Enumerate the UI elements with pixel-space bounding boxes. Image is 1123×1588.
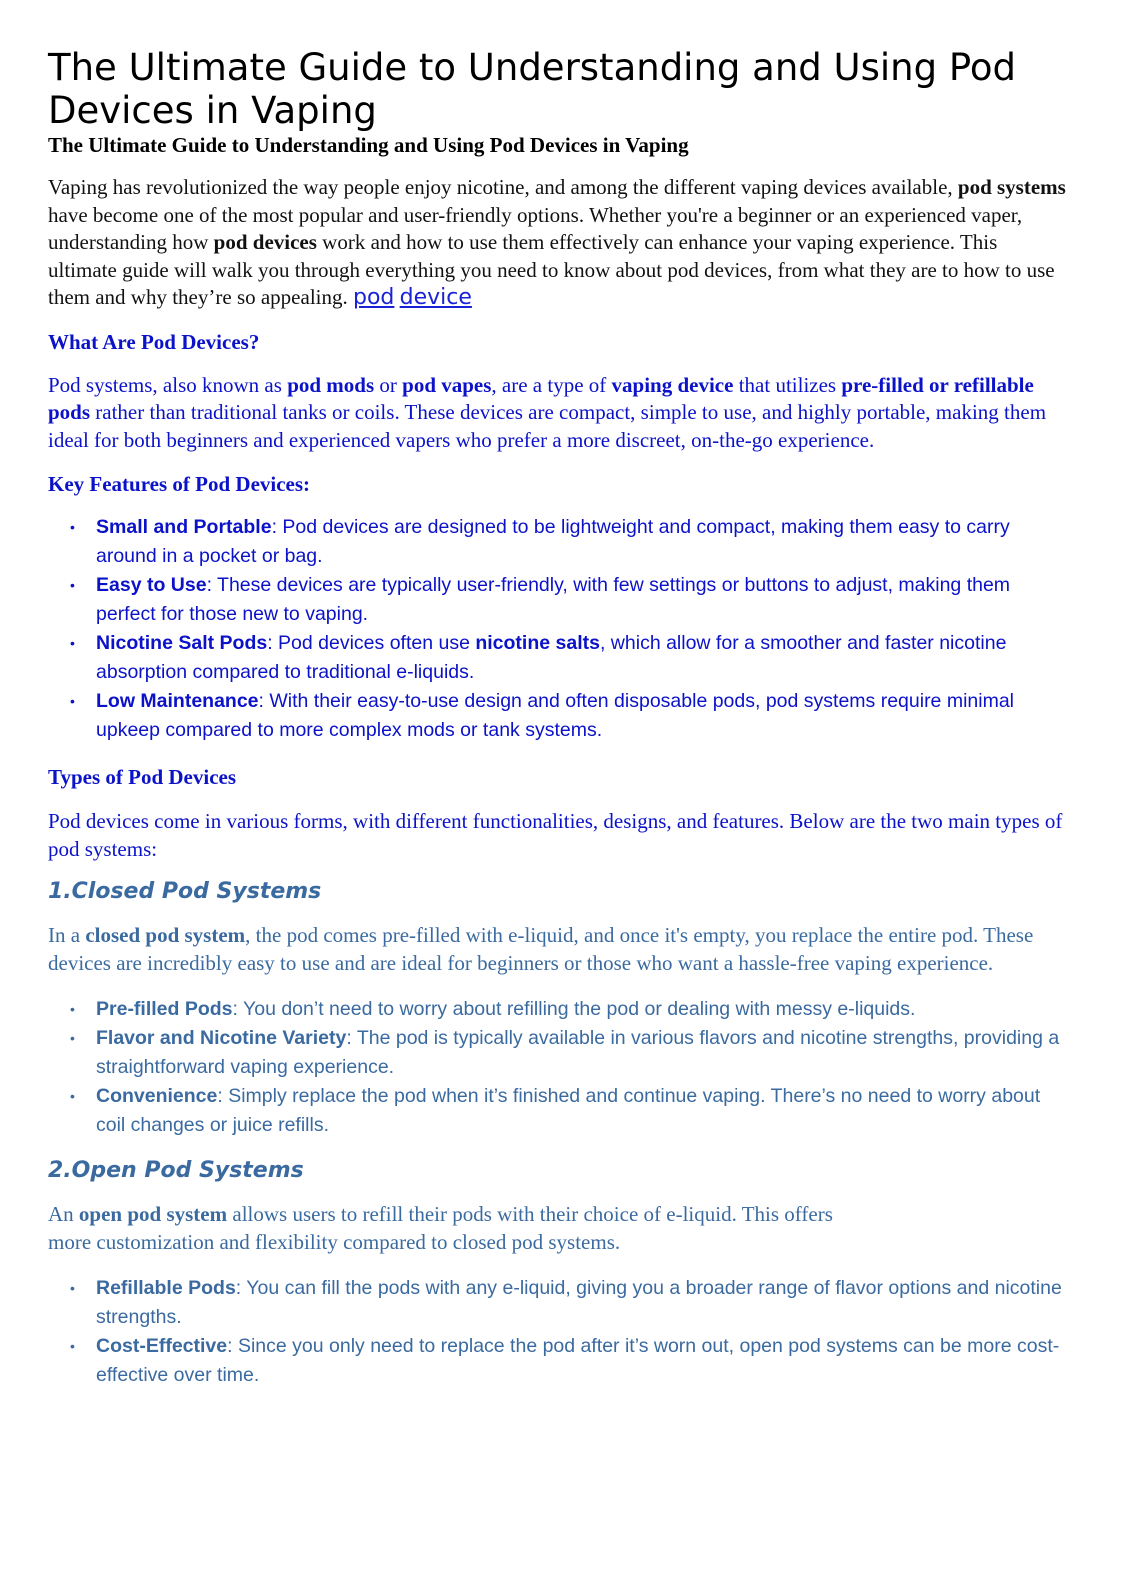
feature-bold-nicotine-salts: nicotine salts — [475, 632, 600, 654]
list-item — [48, 513, 1068, 571]
open-bold: open pod system — [78, 1202, 228, 1226]
feature-text: : These devices are typically user-friendly, with few settings or buttons to adjust, making them perfect for those new to vaping. — [96, 574, 1011, 625]
feature-label: Small and Portable — [96, 516, 272, 538]
open-list — [48, 1274, 1068, 1390]
bullet-icon: • — [70, 693, 75, 709]
list-item — [48, 629, 1068, 687]
bullet-icon: • — [70, 1001, 75, 1017]
list-item — [48, 1082, 1068, 1140]
link-device[interactable]: device — [399, 285, 472, 310]
what-text-3: , are a type of — [491, 372, 612, 397]
heading-closed-pod-systems: 1.Closed Pod Systems — [48, 879, 322, 904]
list-item — [48, 995, 1068, 1024]
intro-text-3: work and how to use them effectively can enhance your vaping experience. This ultimate guide will walk you through everything you need to know about pod devices, from what they are to how to use them and why they’re so appealing. — [48, 230, 1055, 309]
document-page — [48, 46, 1068, 1390]
what-bold-pod-vapes: pod vapes — [402, 372, 492, 397]
closed-item-text: : Simply replace the pod when it’s finished and continue vaping. There’s no need to worry about coil changes or juice refills. — [96, 1085, 1041, 1136]
list-item — [48, 1332, 1068, 1390]
heading-open-pod-systems: 2.Open Pod Systems — [48, 1158, 304, 1183]
heading-key-features: Key Features of Pod Devices: — [48, 472, 311, 496]
open-text-3: more customization and flexibility compared to closed pod systems. — [48, 1229, 621, 1254]
intro-bold-pod-devices: pod devices — [213, 230, 317, 254]
open-paragraph — [48, 1201, 1068, 1256]
open-item-label: Cost-Effective — [96, 1335, 228, 1357]
closed-text-1: In a — [48, 923, 86, 947]
types-paragraph: Pod devices come in various forms, with different functionalities, designs, and features. Below are the two main types of pod systems: — [48, 809, 1063, 861]
bullet-icon: • — [70, 1280, 75, 1296]
link-pod[interactable]: pod — [353, 285, 395, 310]
intro-paragraph — [48, 174, 1068, 312]
closed-bold: closed pod system — [85, 923, 246, 947]
what-text-1: Pod systems, also known as — [48, 372, 288, 397]
feature-text-2: , which allow for a smoother and faster nicotine absorption compared to traditional e-liquids. — [96, 632, 1007, 683]
feature-text: : Pod devices are designed to be lightweight and compact, making them easy to carry around in a pocket or bag. — [96, 516, 1010, 567]
bullet-icon: • — [70, 1088, 75, 1104]
closed-item-label: Pre-filled Pods — [96, 998, 233, 1020]
bullet-icon: • — [70, 1030, 75, 1046]
closed-text-2: , the pod comes pre-filled with e-liquid, and once it's empty, you replace the entire pod. These devices are incredibly easy to use and are ideal for beginners or those who want a hassle-free vaping experience. — [48, 923, 1034, 975]
closed-item-label: Convenience — [96, 1085, 218, 1107]
heading-types: Types of Pod Devices — [48, 765, 237, 789]
what-paragraph — [48, 372, 1068, 455]
bullet-icon: • — [70, 577, 75, 593]
open-item-text: : Since you only need to replace the pod after it’s worn out, open pod systems can be more cost-effective over time. — [96, 1335, 1060, 1386]
open-item-label: Refillable Pods — [96, 1277, 236, 1299]
feature-text: : With their easy-to-use design and often disposable pods, pod systems require minimal upkeep compared to more complex mods or tank systems. — [96, 690, 1014, 741]
feature-text: : Pod devices often use — [267, 632, 476, 654]
bullet-icon: • — [70, 1338, 75, 1354]
what-text-2: or — [374, 372, 403, 397]
list-item — [48, 1024, 1068, 1082]
feature-label: Low Maintenance — [96, 690, 259, 712]
open-text-1: An — [48, 1202, 79, 1226]
open-item-text: : You can fill the pods with any e-liquid, giving you a broader range of flavor options and nicotine strengths. — [96, 1277, 1062, 1328]
intro-bold-pod-systems: pod systems — [957, 175, 1066, 199]
closed-list — [48, 995, 1068, 1140]
feature-label: Easy to Use — [96, 574, 207, 596]
list-item — [48, 687, 1068, 745]
what-bold-pod-mods: pod mods — [287, 372, 375, 397]
list-item — [48, 571, 1068, 629]
feature-label: Nicotine Salt Pods — [96, 632, 268, 654]
what-text-4: that utilizes — [733, 372, 842, 397]
what-bold-pods: pre-filled or refillable pods — [48, 372, 1034, 424]
list-item — [48, 1274, 1068, 1332]
closed-item-text: : The pod is typically available in various flavors and nicotine strengths, providing a straightforward vaping experience. — [96, 1027, 1060, 1078]
closed-item-text: : You don’t need to worry about refilling the pod or dealing with messy e-liquids. — [232, 998, 916, 1020]
page-title: The Ultimate Guide to Understanding and Using Pod Devices in Vaping — [48, 46, 1016, 132]
what-bold-vaping-device: vaping device — [611, 372, 734, 397]
open-text-2: allows users to refill their pods with their choice of e-liquid. This offers — [227, 1202, 833, 1226]
intro-text-1: Vaping has revolutionized the way people enjoy nicotine, and among the different vaping devices available, — [48, 175, 958, 199]
closed-paragraph — [48, 922, 1068, 977]
intro-text-2: have become one of the most popular and user-friendly options. Whether you're a beginner or an experienced vaper, understanding how — [48, 202, 1023, 254]
heading-what-are-pod-devices: What Are Pod Devices? — [48, 329, 260, 354]
bullet-icon: • — [70, 635, 75, 651]
what-text-5: rather than traditional tanks or coils. These devices are compact, simple to use, and highly portable, making them ideal for both beginners and experienced vapers who prefer a more discreet, on-the-go experience. — [48, 400, 1047, 452]
document-subtitle: The Ultimate Guide to Understanding and Using Pod Devices in Vaping — [48, 133, 689, 157]
closed-item-label: Flavor and Nicotine Variety — [96, 1027, 347, 1049]
features-list — [48, 513, 1068, 745]
bullet-icon: • — [70, 519, 75, 535]
